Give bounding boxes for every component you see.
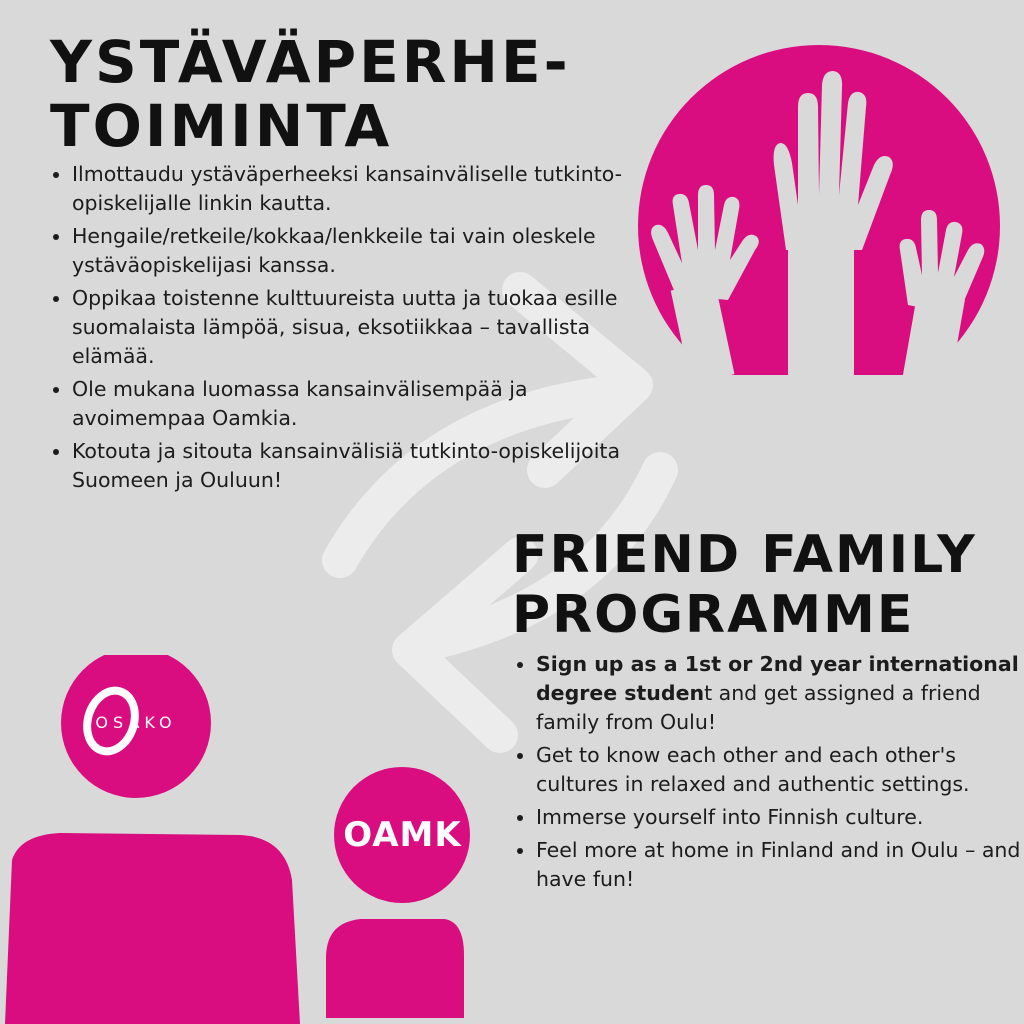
finnish-bullet-list	[48, 160, 652, 499]
osako-logo	[62, 672, 210, 772]
list-item: • Hengaile/retkeile/kokkaa/lenkkeile tai vain oleskele ystäväopiskelijasi kanssa.	[72, 222, 652, 280]
finnish-title-line2: TOIMINTA	[50, 92, 393, 160]
list-item: • Feel more at home in Finland and in Oulu – and have fun!	[536, 836, 1024, 894]
list-item: • Kotouta ja sitouta kansainvälisiä tutkinto-opiskelijoita Suomeen ja Ouluun!	[72, 437, 652, 495]
english-bullet-list	[512, 650, 1024, 898]
list-item: • Ole mukana luomassa kansainvälisempää ja avoimempaa Oamkia.	[72, 375, 652, 433]
raised-hands-icon	[638, 45, 1000, 375]
osako-logo-text: OSAKO	[95, 712, 177, 732]
english-title	[512, 525, 977, 645]
oamk-logo: OAMK	[343, 815, 462, 855]
list-item: • Immerse yourself into Finnish culture.	[536, 803, 1024, 832]
signup-bold-text: Sign up as a 1st or 2nd year international degree studen	[536, 652, 1019, 705]
finnish-title	[50, 30, 571, 158]
list-item: • Get to know each other and each other's cultures in relaxed and authentic settings.	[536, 741, 1024, 799]
list-item: • Oppikaa toistenne kulttuureista uutta ja tuokaa esille suomalaista lämpöä, sisua, eksotiikkaa – tavallista elämää.	[72, 284, 652, 371]
finnish-title-line1: YSTÄVÄPERHE-	[50, 28, 571, 96]
list-item	[536, 650, 1024, 737]
list-item: • Ilmottaudu ystäväperheeksi kansainväliselle tutkinto-opiskelijalle linkin kautta.	[72, 160, 652, 218]
english-title-line2: PROGRAMME	[512, 585, 915, 645]
signup-rest-text: t and get assigned a friend family from Oulu!	[536, 681, 981, 734]
english-title-line1: FRIEND FAMILY	[512, 525, 977, 585]
